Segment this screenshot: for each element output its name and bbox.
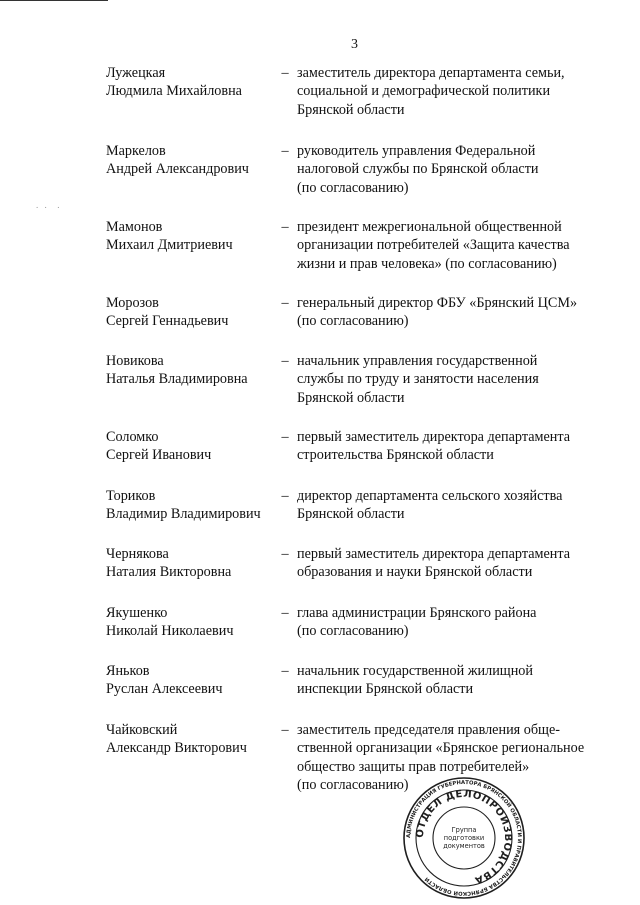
stamp-center-line: документов <box>443 842 485 850</box>
stamp-center-line: Группа <box>451 826 477 834</box>
member-name-line: Николай Николаевич <box>106 623 234 640</box>
entry-dash: – <box>281 143 289 159</box>
stamp-center-line: подготовки <box>443 834 485 842</box>
member-name <box>106 218 278 255</box>
member-position <box>297 428 607 465</box>
member-name <box>106 662 278 699</box>
member-position-line: первый заместитель директора департамента <box>297 546 571 562</box>
member-name <box>106 64 278 101</box>
member-position-line: (по согласованию) <box>297 313 409 330</box>
member-position-line: ственной организации «Брянское региональное <box>297 740 585 757</box>
member-name-line: Соломко <box>106 429 159 445</box>
member-position-line: инспекции Брянской области <box>297 681 474 698</box>
member-name-line: Александр Викторович <box>106 740 247 757</box>
member-name <box>106 352 278 389</box>
member-position-line: первый заместитель директора департамента <box>297 429 571 445</box>
member-position-line: (по согласованию) <box>297 179 409 196</box>
entry-dash: – <box>281 605 289 621</box>
member-name-line: Наталья Владимировна <box>106 371 248 388</box>
entry-dash: – <box>281 546 289 562</box>
member-position <box>297 142 607 197</box>
margin-marks: . . . <box>36 200 62 210</box>
member-name-line: Яньков <box>106 663 150 679</box>
member-name <box>106 545 278 582</box>
member-name <box>106 487 278 524</box>
member-position <box>297 352 607 407</box>
page-number: 3 <box>351 37 358 52</box>
member-name-line: Михаил Дмитриевич <box>106 237 233 254</box>
member-position <box>297 64 607 119</box>
member-position <box>297 294 607 331</box>
member-name <box>106 604 278 641</box>
member-position-line: (по согласованию) <box>297 623 409 640</box>
entry-dash: – <box>281 429 289 445</box>
top-edge-rule <box>0 0 108 1</box>
member-name-line: Андрей Александрович <box>106 161 249 178</box>
member-name-line: Новикова <box>106 353 164 369</box>
official-stamp <box>402 776 526 900</box>
member-position-line: президент межрегиональной общественной <box>297 219 562 235</box>
member-position-line: заместитель председателя правления обще- <box>297 722 560 738</box>
entry-dash: – <box>281 722 289 738</box>
entry-dash: – <box>281 295 289 311</box>
member-name <box>106 428 278 465</box>
member-name-line: Лужецкая <box>106 65 166 81</box>
entry-dash: – <box>281 353 289 369</box>
member-position-line: заместитель директора департамента семьи, <box>297 65 565 81</box>
member-position <box>297 487 607 524</box>
entry-dash: – <box>281 488 289 504</box>
member-position-line: службы по труду и занятости населения <box>297 371 539 388</box>
member-name-line: Руслан Алексеевич <box>106 681 223 698</box>
member-position-line: (по согласованию) <box>297 777 409 794</box>
entry-dash: – <box>281 219 289 235</box>
member-position-line: Брянской области <box>297 389 405 406</box>
entry-dash: – <box>281 65 289 81</box>
stamp-outer-text: АДМИНИСТРАЦИЯ ГУБЕРНАТОРА БРЯНСКОЙ ОБЛАСТИ И ПРАВИТЕЛЬСТВА БРЯНСКОЙ ОБЛАСТИ <box>405 779 523 897</box>
member-name <box>106 294 278 331</box>
member-position-line: организации потребителей «Защита качества <box>297 237 570 254</box>
member-position-line: руководитель управления Федеральной <box>297 143 536 159</box>
member-name-line: Якушенко <box>106 605 168 621</box>
member-position-line: социальной и демографической политики <box>297 83 551 100</box>
member-position-line: строительства Брянской области <box>297 447 494 464</box>
member-position-line: общество защиты прав потребителей» <box>297 758 530 775</box>
stamp-ring-text: ОТДЕЛ ДЕЛОПРОИЗВОДСТВА <box>414 788 514 886</box>
member-position-line: начальник государственной жилищной <box>297 663 533 679</box>
member-name-line: Чайковский <box>106 722 178 738</box>
member-name-line: Людмила Михайловна <box>106 83 242 100</box>
member-position <box>297 604 607 641</box>
member-name <box>106 721 278 758</box>
member-name-line: Морозов <box>106 295 159 311</box>
member-position-line: начальник управления государственной <box>297 353 538 369</box>
member-position-line: Брянской области <box>297 101 405 118</box>
member-name-line: Чернякова <box>106 546 169 562</box>
member-name-line: Владимир Владимирович <box>106 506 261 523</box>
member-position <box>297 218 607 273</box>
member-position <box>297 545 607 582</box>
member-name-line: Наталия Викторовна <box>106 564 232 581</box>
member-name-line: Сергей Геннадьевич <box>106 313 229 330</box>
member-position-line: генеральный директор ФБУ «Брянский ЦСМ» <box>297 295 578 311</box>
member-position-line: налоговой службы по Брянской области <box>297 161 539 178</box>
member-position-line: Брянской области <box>297 506 405 523</box>
member-position-line: образования и науки Брянской области <box>297 564 533 581</box>
member-name-line: Сергей Иванович <box>106 447 212 464</box>
member-position-line: директор департамента сельского хозяйства <box>297 488 563 504</box>
member-name-line: Мамонов <box>106 219 163 235</box>
entry-dash: – <box>281 663 289 679</box>
member-position-line: глава администрации Брянского района <box>297 605 537 621</box>
member-name-line: Ториков <box>106 488 156 504</box>
member-position-line: жизни и прав человека» (по согласованию) <box>297 255 557 272</box>
member-position <box>297 662 607 699</box>
member-name <box>106 142 278 179</box>
member-name-line: Маркелов <box>106 143 166 159</box>
